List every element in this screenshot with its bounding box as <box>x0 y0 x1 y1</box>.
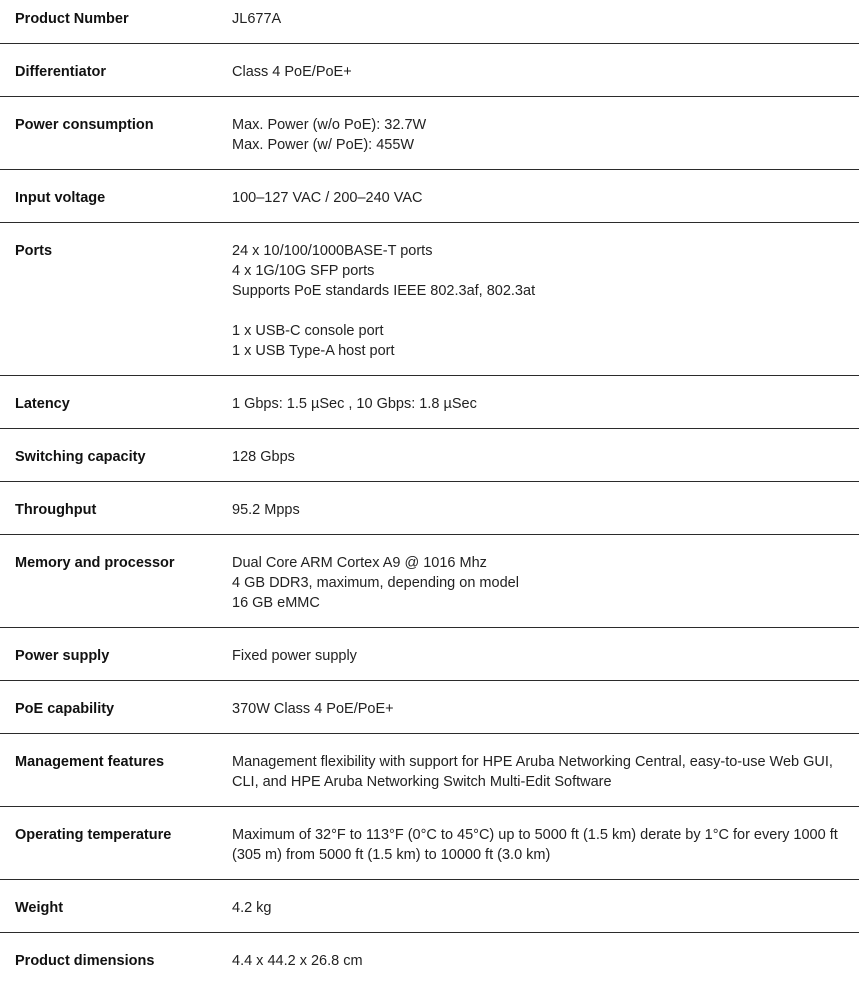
spec-row-latency <box>0 376 859 429</box>
spec-value-line: Dual Core ARM Cortex A9 @ 1016 Mhz <box>232 555 487 571</box>
spec-label: Power consumption <box>15 117 154 133</box>
spec-value-line: 1 x USB-C console port <box>232 323 384 339</box>
spec-label: Power supply <box>15 648 110 664</box>
spec-value-line: 4.2 kg <box>232 900 272 916</box>
spec-value-text: Maximum of 32°F to 113°F (0°C to 45°C) up to 5000 ft (1.5 km) derate by 1°C for every 1000 ft (305 m) from 5000 ft (1.5 km) to 10000 ft (3.0 km) <box>232 827 838 863</box>
spec-label: Switching capacity <box>15 449 146 465</box>
spec-value-line: Max. Power (w/o PoE): 32.7W <box>232 117 427 133</box>
spec-value <box>232 951 859 971</box>
spec-label: Memory and processor <box>15 555 175 571</box>
spec-value-line: 1 Gbps: 1.5 µSec , 10 Gbps: 1.8 µSec <box>232 396 477 412</box>
spec-value <box>232 241 859 361</box>
spec-value-line: 24 x 10/100/1000BASE-T ports <box>232 243 433 259</box>
spec-value-line: 4.4 x 44.2 x 26.8 cm <box>232 953 363 969</box>
spec-value <box>232 646 859 666</box>
spec-row-throughput <box>0 482 859 535</box>
spec-label: Product dimensions <box>15 953 155 969</box>
spec-value-line: 4 GB DDR3, maximum, depending on model <box>232 575 519 591</box>
spec-label: Product Number <box>15 11 129 27</box>
spec-row-power-consumption <box>0 97 859 170</box>
spec-row-power-supply <box>0 628 859 681</box>
spec-value <box>232 500 859 520</box>
spec-value <box>232 553 859 613</box>
spec-label: Throughput <box>15 502 97 518</box>
spec-label: Management features <box>15 754 165 770</box>
spec-label: Input voltage <box>15 190 106 206</box>
spec-row-product-number <box>0 0 859 44</box>
spec-row-product-dimensions <box>0 933 859 985</box>
spec-value-line: 100–127 VAC / 200–240 VAC <box>232 190 423 206</box>
spec-row-weight <box>0 880 859 933</box>
spec-value-line: Max. Power (w/ PoE): 455W <box>232 137 415 153</box>
spec-label: Differentiator <box>15 64 107 80</box>
spec-value-line: Class 4 PoE/PoE+ <box>232 64 352 80</box>
spec-value <box>232 898 859 918</box>
spec-row-memory-processor <box>0 535 859 628</box>
spec-row-operating-temperature <box>0 807 859 880</box>
spec-value-spacer <box>232 301 851 321</box>
spec-label: Operating temperature <box>15 827 172 843</box>
spec-value <box>232 188 859 208</box>
spec-label: PoE capability <box>15 701 115 717</box>
spec-value <box>232 394 859 414</box>
spec-value <box>232 447 859 467</box>
spec-row-input-voltage <box>0 170 859 223</box>
spec-value <box>232 825 859 865</box>
spec-row-management-features <box>0 734 859 807</box>
spec-value-line: JL677A <box>232 11 282 27</box>
spec-value-line: 370W Class 4 PoE/PoE+ <box>232 701 394 717</box>
spec-label: Weight <box>15 900 64 916</box>
spec-label: Latency <box>15 396 70 412</box>
spec-value-line: 16 GB eMMC <box>232 595 320 611</box>
spec-value <box>232 752 859 792</box>
spec-value <box>232 115 859 155</box>
spec-row-differentiator <box>0 44 859 97</box>
spec-value <box>232 62 859 82</box>
spec-value-text: Management flexibility with support for HPE Aruba Networking Central, easy-to-use Web GUI, CLI, and HPE Aruba Networking Switch Multi-Edit Software <box>232 754 833 790</box>
spec-value <box>232 9 859 29</box>
spec-row-poe-capability <box>0 681 859 734</box>
spec-value-line: Supports PoE standards IEEE 802.3af, 802.3at <box>232 283 536 299</box>
spec-value-line: 128 Gbps <box>232 449 295 465</box>
spec-row-ports <box>0 223 859 376</box>
spec-value-line: 95.2 Mpps <box>232 502 300 518</box>
spec-value-line: Fixed power supply <box>232 648 357 664</box>
spec-row-switching-capacity <box>0 429 859 482</box>
spec-label: Ports <box>15 243 53 259</box>
spec-value <box>232 699 859 719</box>
spec-value-line: 1 x USB Type-A host port <box>232 343 395 359</box>
spec-value-line: 4 x 1G/10G SFP ports <box>232 263 375 279</box>
